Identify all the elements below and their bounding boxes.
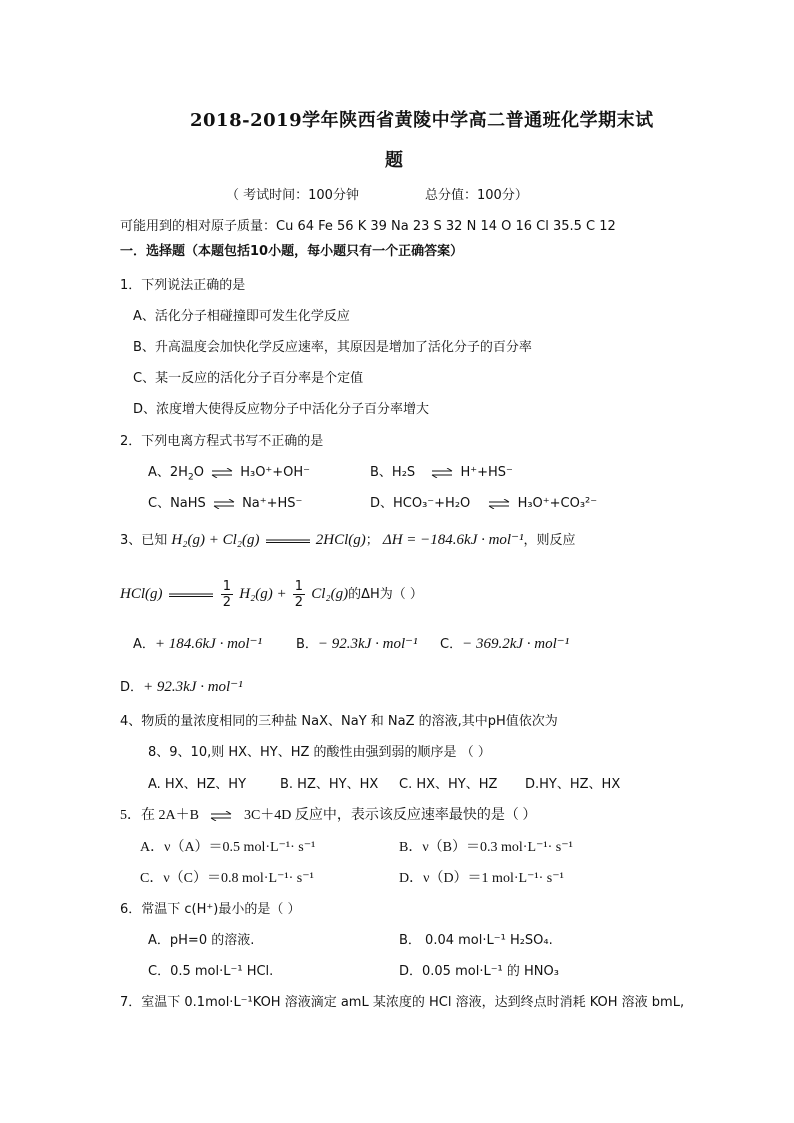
q2-a-lhs: A、2H	[148, 465, 188, 480]
exam-time: （ 考试时间：100分钟	[226, 188, 359, 203]
q2-stem: 2．下列电离方程式书写不正确的是	[120, 434, 324, 449]
q3-b-value: − 92.3kJ · mol⁻¹	[317, 636, 418, 652]
q7-stem: 7．室温下 0.1mol·L⁻¹KOH 溶液滴定 amL 某浓度的 HCl 溶液，达到终点时消耗 KOH 溶液 bmL,	[120, 995, 685, 1010]
q3-eq2-h2: H₂(g) +	[239, 586, 287, 602]
q1-option-d: D、浓度增大使得反应物分子中活化分子百分率增大	[133, 402, 430, 417]
frac-numerator: 1	[294, 579, 304, 594]
q2-a-lhs2: O	[193, 465, 204, 480]
q2-a-sub: 2	[187, 472, 194, 483]
q2-d-lhs: D、HCO₃⁻+H₂O	[370, 496, 471, 511]
equilibrium-arrow-icon	[431, 468, 453, 478]
total-score: 总分值：100分）	[425, 188, 528, 203]
q2-option-a	[148, 465, 310, 481]
option-label: B．	[296, 637, 318, 652]
q3-eq2-lhs: HCl(g)	[120, 586, 163, 602]
equilibrium-arrow-icon	[210, 811, 232, 821]
page-title-cont: 题	[385, 150, 404, 171]
q2-option-c	[148, 496, 302, 512]
q2-option-d	[370, 496, 597, 512]
q3-prefix: 3、已知	[120, 533, 168, 548]
q2-option-b	[370, 465, 513, 481]
q3-stem	[120, 532, 576, 549]
atomic-masses: 可能用到的相对原子质量：Cu 64 Fe 56 K 39 Na 23 S 32 N 14 O 16 Cl 35.5 C 12	[120, 219, 616, 234]
equilibrium-arrow-icon	[211, 468, 233, 478]
q3-delta-h: ΔH = −184.6kJ · mol⁻¹	[382, 532, 524, 548]
q5-stem-a: 5．在 2A＋B	[120, 808, 199, 823]
q6-option-c: C．0.5 mol·L⁻¹ HCl.	[148, 964, 274, 979]
q3-suffix: ，则反应	[523, 533, 576, 548]
fraction-half	[221, 579, 233, 610]
q1-option-b: B、升高温度会加快化学反应速率，其原因是增加了活化分子的百分率	[133, 340, 532, 355]
equals-line-icon	[266, 538, 310, 544]
q3-option-b	[296, 636, 418, 653]
q3-option-c	[440, 636, 569, 653]
q3-reaction	[120, 578, 423, 611]
q3-a-value: + 184.6kJ · mol⁻¹	[154, 636, 263, 652]
q6-stem: 6．常温下 c(H⁺)最小的是（ ）	[120, 902, 301, 917]
q1-stem: 1．下列说法正确的是	[120, 278, 246, 293]
q6-option-a: A．pH=0 的溶液.	[148, 933, 255, 948]
q3-eq2-suffix: 的ΔH为（ ）	[348, 587, 423, 602]
q6-option-b: B． 0.04 mol·L⁻¹ H₂SO₄.	[399, 933, 553, 948]
q5-option-c: C．ν（C）＝0.8 mol·L⁻¹· s⁻¹	[140, 871, 314, 886]
equilibrium-arrow-icon	[488, 499, 510, 509]
q3-d-value: + 92.3kJ · mol⁻¹	[143, 679, 243, 695]
q5-option-b: B．ν（B）＝0.3 mol·L⁻¹· s⁻¹	[399, 840, 573, 855]
option-label: D．	[120, 680, 144, 695]
q6-option-d: D．0.05 mol·L⁻¹ 的 HNO₃	[399, 964, 559, 979]
q1-option-c: C、某一反应的活化分子百分率是个定值	[133, 371, 364, 386]
equals-line-icon	[169, 592, 213, 598]
q5-stem-b: 3C＋4D 反应中，表示该反应速率最快的是（ ）	[243, 808, 537, 823]
q3-eq2-cl2: Cl₂(g)	[311, 586, 349, 602]
q3-option-a	[133, 636, 262, 653]
q1-option-a: A、活化分子相碰撞即可发生化学反应	[133, 309, 350, 324]
q4-stem-line2: 8、9、10,则 HX、HY、HZ 的酸性由强到弱的顺序是 （ ）	[148, 745, 491, 760]
q4-option-b: B. HZ、HY、HX	[280, 777, 379, 792]
option-label: C．	[440, 637, 463, 652]
frac-denominator: 2	[222, 595, 232, 610]
q3-eq-rhs: 2HCl(g)	[315, 532, 366, 548]
q2-d-rhs: H₃O⁺+CO₃²⁻	[517, 496, 598, 511]
q3-eq-lhs: H₂(g) + Cl₂(g)	[171, 532, 260, 548]
q4-stem-line1: 4、物质的量浓度相同的三种盐 NaX、NaY 和 NaZ 的溶液,其中pH值依次为	[120, 714, 558, 729]
q3-c-value: − 369.2kJ · mol⁻¹	[462, 636, 570, 652]
q2-b-rhs: H⁺+HS⁻	[460, 465, 513, 480]
q2-c-rhs: Na⁺+HS⁻	[242, 496, 303, 511]
q4-option-c: C. HX、HY、HZ	[399, 777, 498, 792]
frac-numerator: 1	[222, 579, 232, 594]
q2-b-lhs: B、H₂S	[370, 465, 416, 480]
option-label: A．	[133, 637, 155, 652]
equilibrium-arrow-icon	[213, 499, 235, 509]
page-title: 2018-2019学年陕西省黄陵中学高二普通班化学期末试	[190, 110, 654, 131]
q2-c-lhs: C、NaHS	[148, 496, 206, 511]
q5-stem	[120, 808, 536, 824]
section-heading: 一．选择题（本题包括10小题，每小题只有一个正确答案）	[120, 244, 464, 259]
q2-a-rhs: H₃O⁺+OH⁻	[240, 465, 311, 480]
frac-denominator: 2	[294, 595, 304, 610]
q4-option-d: D.HY、HZ、HX	[525, 777, 621, 792]
q3-semicolon: ；	[365, 533, 379, 548]
q3-option-d	[120, 679, 243, 696]
q4-option-a: A. HX、HZ、HY	[148, 777, 247, 792]
q5-option-d: D．ν（D）＝1 mol·L⁻¹· s⁻¹	[399, 871, 564, 886]
fraction-half	[293, 579, 305, 610]
q5-option-a: A．ν（A）＝0.5 mol·L⁻¹· s⁻¹	[140, 840, 316, 855]
